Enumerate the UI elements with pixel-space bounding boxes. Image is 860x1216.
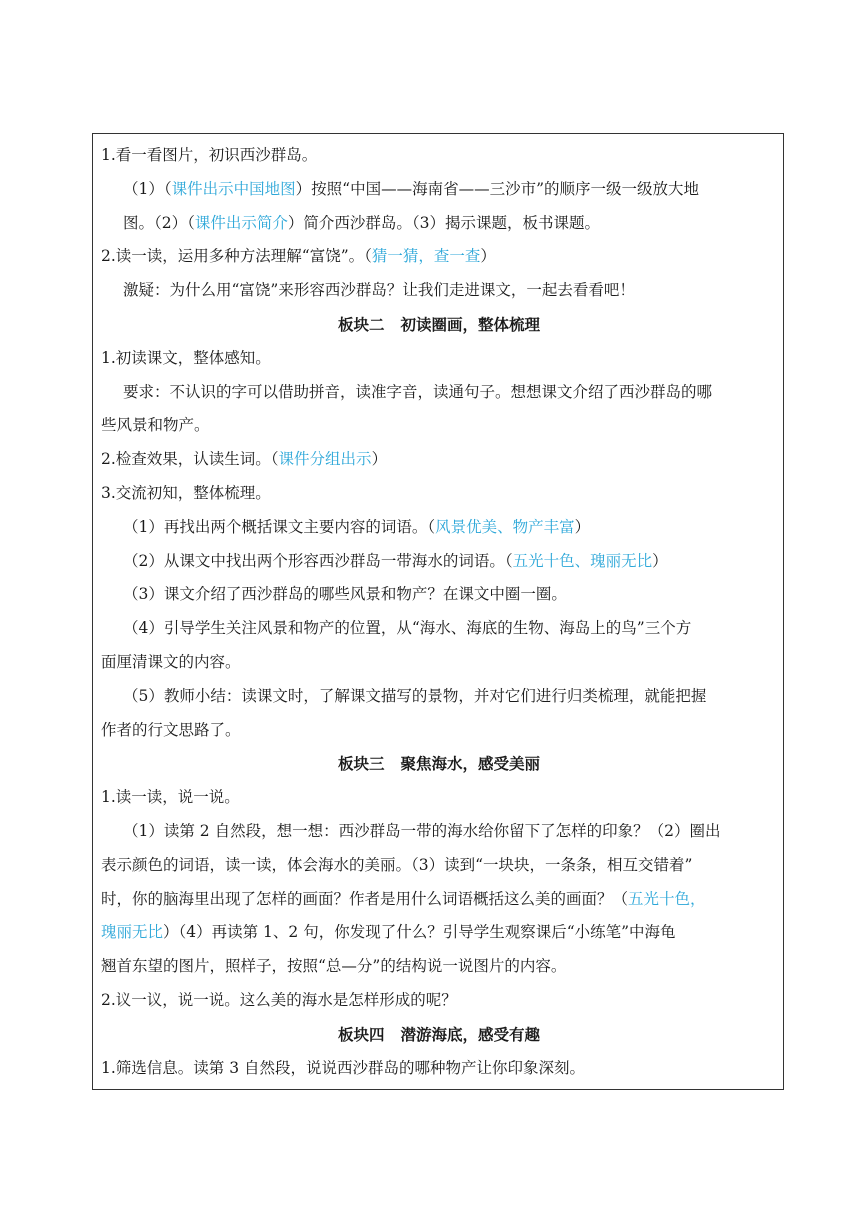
- s2-req-line2: 些风景和物产。: [101, 416, 210, 435]
- heading-title: 聚焦海水，感受美丽: [400, 754, 541, 774]
- s2-sub2: [101, 545, 777, 579]
- s1-para1-line2: [101, 207, 777, 241]
- s3-line2: 表示颜色的词语，读一读，体会海水的美丽。（3）读到“一块块，一条条，相互交错着”: [101, 855, 693, 874]
- text: 2.检查效果，认读生词。（: [101, 450, 279, 469]
- s1-item2: [101, 240, 777, 274]
- s2-sub5-line2: 作者的行文思路了。: [101, 720, 241, 739]
- s4-item1: 1.筛选信息。读第 3 自然段，说说西沙群岛的哪种物产让你印象深刻。: [101, 1058, 586, 1077]
- highlight-text: 课件出示中国地图: [171, 179, 296, 198]
- highlight-text: 课件分组出示: [278, 450, 372, 469]
- text: ）按照“中国——海南省——三沙市”的顺序一级一级放大地: [295, 179, 699, 198]
- text: 时，你的脑海里出现了怎样的画面？作者是用什么词语概括这么美的画面？（: [101, 889, 629, 908]
- lesson-content: [101, 139, 777, 1085]
- highlight-text: 五光十色，: [628, 889, 706, 908]
- text: ）（4）再读第 1、2 句，你发现了什么？引导学生观察课后“小练笔”中海龟: [163, 923, 676, 942]
- s3-item2: 2.议一议，说一说。这么美的海水是怎样形成的呢？: [101, 990, 457, 1009]
- s2-sub4-line1: （4）引导学生关注风景和物产的位置，从“海水、海底的生物、海岛上的鸟”三个方: [123, 619, 692, 638]
- highlight-text: 风景优美、物产丰富: [435, 517, 575, 536]
- heading-label: 板块三: [337, 754, 385, 774]
- section2-heading: [101, 308, 777, 342]
- s2-item1: 1.初读课文，整体感知。: [101, 348, 271, 367]
- s3-line5: 翘首东望的图片，照样子，按照“总—分”的结构说一说图片的内容。: [101, 957, 567, 976]
- highlight-text: 五光十色、瑰丽无比: [512, 551, 653, 570]
- s2-sub4-line2: 面厘清课文的内容。: [101, 652, 241, 671]
- text: 2.读一读，运用多种方法理解“富饶”。（: [101, 247, 372, 266]
- s3-line3: [101, 883, 777, 917]
- heading-title: 初读圈画，整体梳理: [400, 314, 541, 334]
- text: （2）从课文中找出两个形容西沙群岛一带海水的词语。（: [123, 551, 513, 570]
- text: 图。（2）（: [123, 213, 195, 232]
- text: ）: [574, 517, 591, 536]
- section3-heading: [101, 747, 777, 781]
- s2-sub5-line1: （5）教师小结：读课文时，了解课文描写的景物，并对它们进行归类梳理，就能把握: [123, 686, 707, 705]
- text: ）: [371, 450, 388, 469]
- highlight-text: 猜一猜，查一查: [371, 247, 481, 266]
- highlight-text: 瑰丽无比: [101, 923, 164, 942]
- s2-item2: [101, 443, 777, 477]
- s2-req-line1: 要求：不认识的字可以借助拼音，读准字音，读通句子。想想课文介绍了西沙群岛的哪: [123, 382, 713, 401]
- s2-sub3: （3）课文介绍了西沙群岛的哪些风景和物产？在课文中圈一圈。: [123, 585, 567, 604]
- s3-line4: [101, 916, 777, 950]
- text: （1）（: [123, 179, 172, 198]
- heading-title: 潜游海底，感受有趣: [400, 1024, 541, 1044]
- s1-stimulus: 激疑：为什么用“富饶”来形容西沙群岛？让我们走进课文，一起去看看吧！: [123, 281, 635, 300]
- text: ）: [480, 247, 496, 266]
- heading-label: 板块四: [337, 1024, 385, 1044]
- s1-item1: 1.看一看图片，初识西沙群岛。: [101, 146, 318, 164]
- text: ）: [652, 551, 668, 570]
- heading-label: 板块二: [337, 314, 385, 334]
- s1-para1-line1: [101, 173, 777, 207]
- s3-item1: 1.读一读，说一说。: [101, 788, 240, 807]
- text: （1）再找出两个概括课文主要内容的词语。（: [123, 517, 436, 536]
- text: ）简介西沙群岛。（3）揭示课题，板书课题。: [287, 213, 601, 232]
- s2-sub1: [101, 511, 777, 545]
- highlight-text: 课件出示简介: [194, 213, 288, 232]
- s3-line1: （1）读第 2 自然段，想一想：西沙群岛一带的海水给你留下了怎样的印象？（2）圈出: [123, 821, 721, 840]
- section4-heading: [101, 1018, 777, 1052]
- s2-item3: 3.交流初知，整体梳理。: [101, 483, 271, 502]
